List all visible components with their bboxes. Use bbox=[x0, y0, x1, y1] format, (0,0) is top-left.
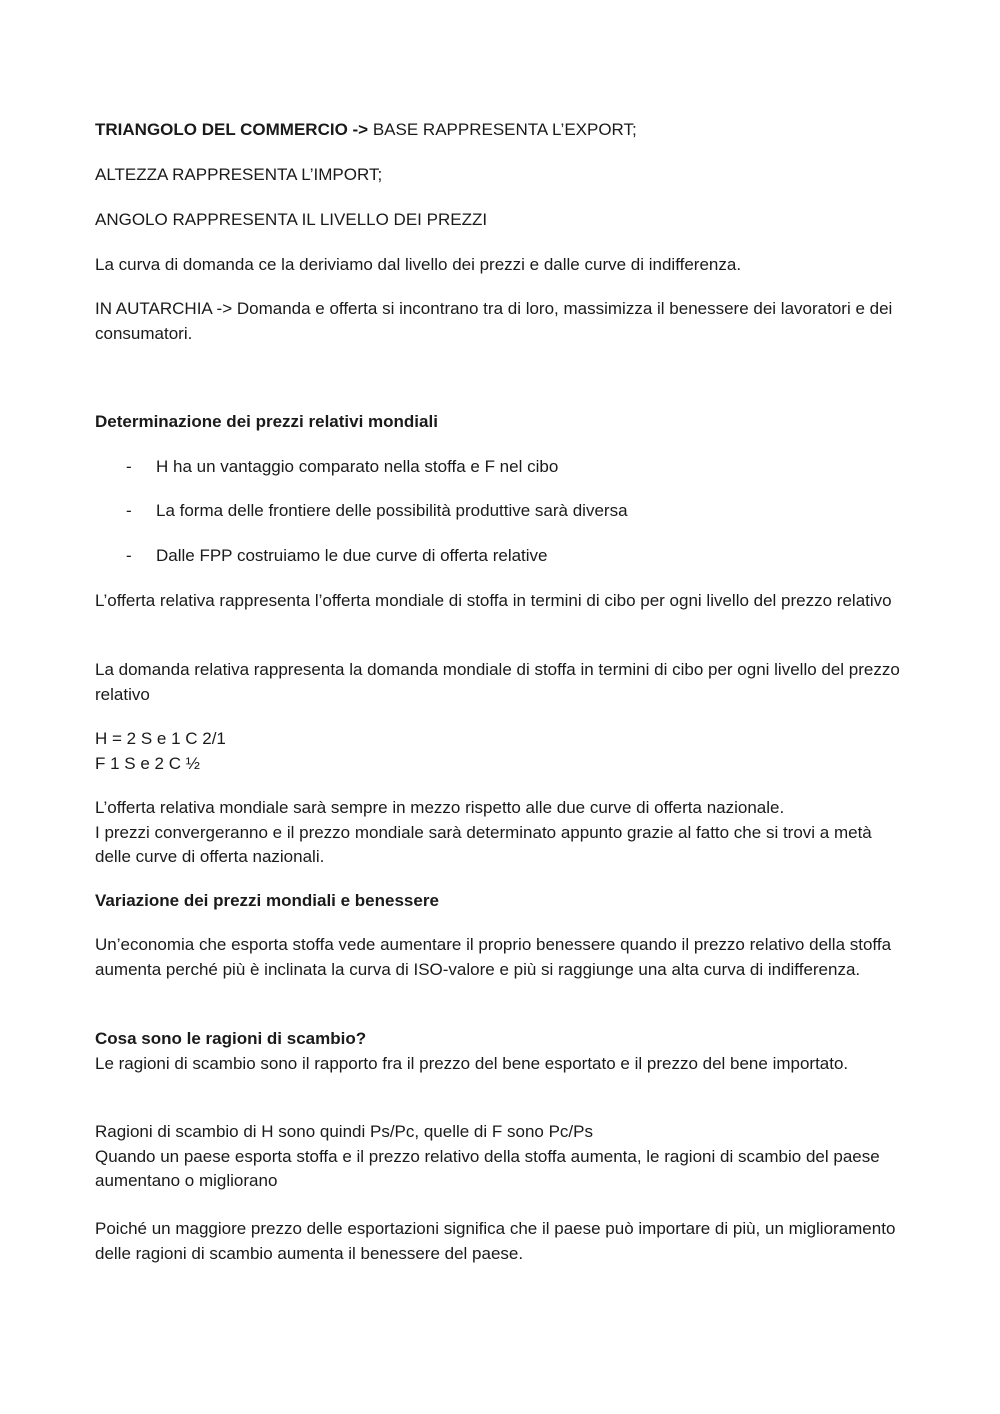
terms-of-trade-definition: Le ragioni di scambio sono il rapporto fra il prezzo del bene esportato e il prezzo del bene importato. bbox=[95, 1053, 849, 1073]
terms-h-f-line: Ragioni di scambio di H sono quindi Ps/Pc, quelle di F sono Pc/Ps bbox=[95, 1122, 593, 1141]
paragraph-relative-demand: La domanda relativa rappresenta la domanda mondiale di stoffa in termini di cibo per ogni livello del prezzo relativo bbox=[95, 660, 900, 704]
paragraph-terms-h-f bbox=[95, 1120, 910, 1194]
terms-improve-line: Quando un paese esporta stoffa e il prezzo relativo della stoffa aumenta, le ragioni di scambio del paese aumentano o migliorano bbox=[95, 1146, 880, 1190]
list-item-text: H ha un vantaggio comparato nella stoffa e F nel cibo bbox=[156, 457, 559, 476]
bullet-marker: - bbox=[126, 501, 132, 520]
heading-terms-of-trade: Cosa sono le ragioni di scambio? bbox=[95, 1029, 367, 1048]
paragraph-triangle bbox=[95, 118, 910, 143]
paragraph-height: ALTEZZA RAPPRESENTA L’IMPORT; bbox=[95, 165, 383, 184]
paragraph-autarchy: IN AUTARCHIA -> Domanda e offerta si incontrano tra di loro, massimizza il benessere dei lavoratori e dei consumatori. bbox=[95, 299, 893, 343]
triangle-base-text: BASE RAPPRESENTA L’EXPORT; bbox=[368, 120, 637, 139]
paragraph-ratios bbox=[95, 727, 910, 776]
list-item-text: La forma delle frontiere delle possibilità produttive sarà diversa bbox=[156, 501, 628, 520]
heading-price-variation: Variazione dei prezzi mondiali e benessere bbox=[95, 891, 439, 910]
paragraph-export-price: Poiché un maggiore prezzo delle esportazioni significa che il paese può importare di più, un miglioramento delle ragioni di scambio aumenta il benessere del paese. bbox=[95, 1219, 896, 1263]
world-supply-line: L’offerta relativa mondiale sarà sempre in mezzo rispetto alle due curve di offerta nazionale. bbox=[95, 798, 785, 817]
ratio-f: F 1 S e 2 C ½ bbox=[95, 753, 200, 773]
heading-world-prices: Determinazione dei prezzi relativi mondiali bbox=[95, 412, 438, 431]
paragraph-world-supply bbox=[95, 796, 910, 870]
price-convergence-line: I prezzi convergeranno e il prezzo mondiale sarà determinato appunto grazie al fatto che si trovi a metà delle curve di offerta nazionali. bbox=[95, 822, 872, 866]
paragraph-relative-supply: L’offerta relativa rappresenta l’offerta mondiale di stoffa in termini di cibo per ogni livello del prezzo relativo bbox=[95, 591, 892, 610]
bullet-marker: - bbox=[126, 457, 132, 476]
paragraph-terms-of-trade bbox=[95, 1027, 910, 1076]
paragraph-angle: ANGOLO RAPPRESENTA IL LIVELLO DEI PREZZI bbox=[95, 210, 488, 229]
paragraph-demand-curve: La curva di domanda ce la deriviamo dal livello dei prezzi e dalle curve di indifferenza. bbox=[95, 255, 742, 274]
ratio-h: H = 2 S e 1 C 2/1 bbox=[95, 729, 226, 748]
list-item-text: Dalle FPP costruiamo le due curve di offerta relative bbox=[156, 546, 548, 565]
paragraph-economy-welfare: Un’economia che esporta stoffa vede aumentare il proprio benessere quando il prezzo relativo della stoffa aumenta perché più è inclinata la curva di ISO-valore e più si raggiunge una alta curva di indifferenza. bbox=[95, 935, 892, 979]
triangle-heading: TRIANGOLO DEL COMMERCIO -> bbox=[95, 120, 369, 139]
bullet-marker: - bbox=[126, 546, 132, 565]
